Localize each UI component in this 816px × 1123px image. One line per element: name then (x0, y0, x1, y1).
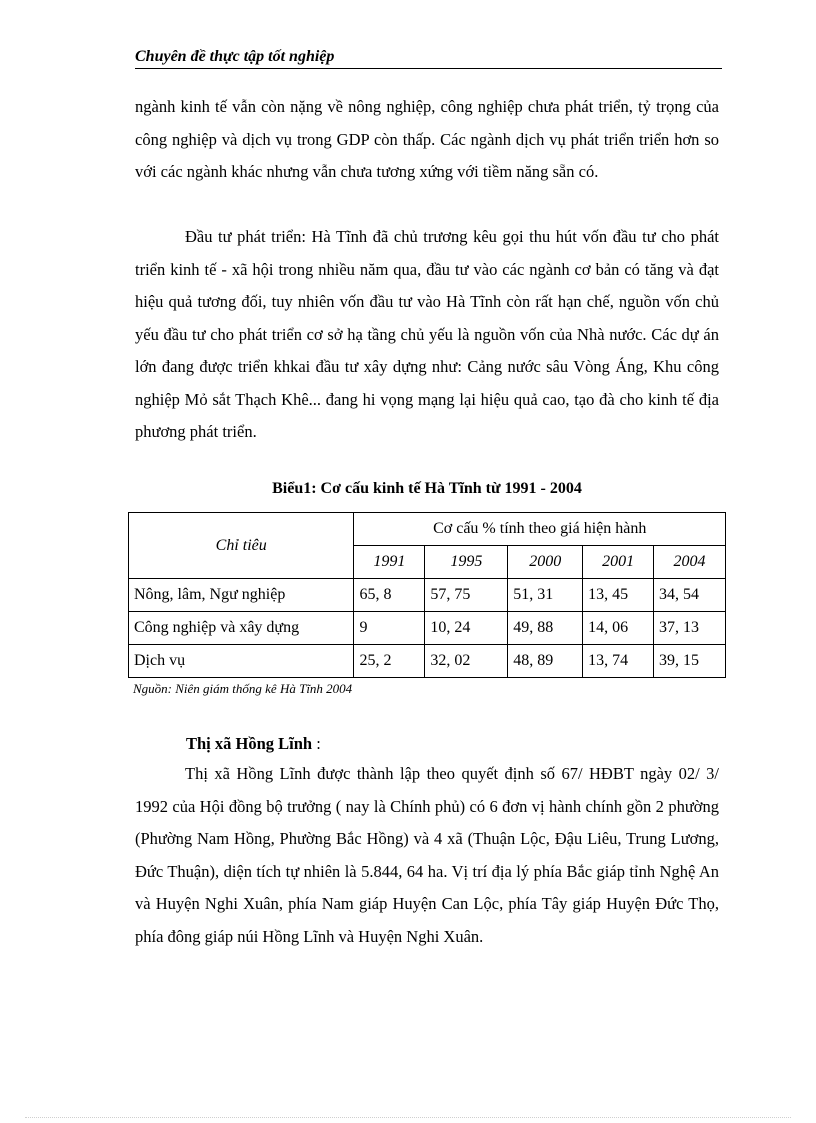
economic-structure-table (128, 512, 726, 678)
table-cell: 13, 74 (583, 645, 654, 678)
table-row (129, 645, 726, 678)
row-label: Nông, lâm, Ngư nghiệp (129, 579, 354, 612)
section-heading (186, 734, 321, 754)
year-header: 2000 (508, 546, 583, 579)
section-heading-title: Thị xã Hồng Lĩnh (186, 734, 313, 753)
table-cell: 25, 2 (354, 645, 425, 678)
table-cell: 65, 8 (354, 579, 425, 612)
table-cell: 51, 31 (508, 579, 583, 612)
year-header: 2001 (583, 546, 654, 579)
group-header: Cơ cấu % tính theo giá hiện hành (354, 513, 726, 546)
table-cell: 13, 45 (583, 579, 654, 612)
row-label: Công nghiệp và xây dựng (129, 612, 354, 645)
year-header: 1991 (354, 546, 425, 579)
table-cell: 32, 02 (425, 645, 508, 678)
table-cell: 39, 15 (654, 645, 726, 678)
section-heading-suffix: : (312, 734, 321, 753)
year-header: 1995 (425, 546, 508, 579)
table-cell: 48, 89 (508, 645, 583, 678)
table-cell: 14, 06 (583, 612, 654, 645)
table-row (129, 612, 726, 645)
table-cell: 37, 13 (654, 612, 726, 645)
paragraph-hong-linh: Thị xã Hồng Lĩnh được thành lập theo quyết định số 67/ HĐBT ngày 02/ 3/ 1992 của Hội đồng bộ trưởng ( nay là Chính phủ) có 6 đơn vị hành chính gồn 2 phường (Phường Nam Hồng, Phường Bắc Hồng) và 4 xã (Thuận Lộc, Đậu Liêu, Trung Lương, Đức Thuận), diện tích tự nhiên là 5.844, 64 ha. Vị trí địa lý phía Bắc giáp tỉnh Nghệ An và Huyện Nghi Xuân, phía Nam giáp Huyện Can Lộc, phía Tây giáp Huyện Đức Thọ, phía đông giáp núi Hồng Lĩnh và Huyện Nghi Xuân. (135, 764, 719, 946)
indicator-header: Chỉ tiêu (129, 513, 354, 579)
paragraph-economy: ngành kinh tế vẫn còn nặng về nông nghiệp, công nghiệp chưa phát triển, tỷ trọng của công nghiệp và dịch vụ trong GDP còn thấp. Các ngành dịch vụ phát triển triển hơn so với các ngành khác nhưng vẫn chưa tương xứng với tiềm năng sẵn có. (135, 97, 719, 181)
table-cell: 34, 54 (654, 579, 726, 612)
page-header-title: Chuyên đề thực tập tốt nghiệp (135, 48, 722, 69)
page-bottom-rule (25, 1117, 791, 1118)
table-cell: 9 (354, 612, 425, 645)
paragraph-investment: Đầu tư phát triển: Hà Tĩnh đã chủ trương kêu gọi thu hút vốn đầu tư cho phát triển kinh tế - xã hội trong nhiều năm qua, đầu tư vào các ngành cơ bản có tăng và đạt hiệu quả tương đối, tuy nhiên vốn đầu tư vào Hà Tĩnh còn rất hạn chế, nguồn vốn chủ yếu đầu tư cho phát triển cơ sở hạ tầng chủ yếu là nguồn vốn của Nhà nước. Các dự án lớn đang được triển khkai đầu tư xây dựng như: Cảng nước sâu Vòng Áng, Khu công nghiệp Mỏ sắt Thạch Khê... đang hi vọng mạng lại hiệu quả cao, tạo đà cho kinh tế địa phương phát triển. (135, 227, 719, 441)
table-source-note: Nguồn: Niên giám thống kê Hà Tĩnh 2004 (133, 681, 353, 696)
row-label: Dịch vụ (129, 645, 354, 678)
year-header: 2004 (654, 546, 726, 579)
table-cell: 10, 24 (425, 612, 508, 645)
table-row (129, 579, 726, 612)
table-cell: 57, 75 (425, 579, 508, 612)
table-cell: 49, 88 (508, 612, 583, 645)
table-caption: Biểu1: Cơ cấu kinh tế Hà Tĩnh từ 1991 - 2004 (272, 480, 582, 497)
